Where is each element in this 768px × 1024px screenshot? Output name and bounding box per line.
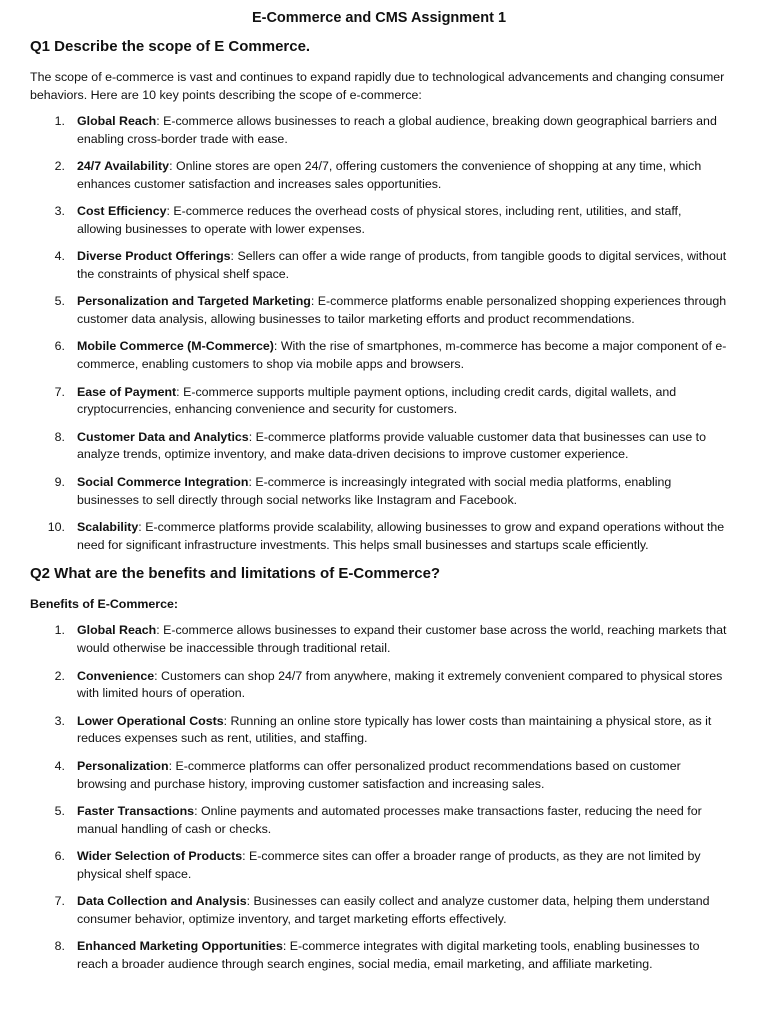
list-item-text: Online payments and automated processes make transactions faster, reducing the need for manual handling of cash or checks. xyxy=(77,803,702,836)
list-item-number: 2. xyxy=(54,159,65,174)
list-item-number: 5. xyxy=(54,803,65,818)
list-item-text: E-commerce platforms provide scalability, allowing businesses to grow and expand operations without the need for significant infrastructure investments. This helps small businesses and startups scale efficiently. xyxy=(77,519,725,552)
scope-list xyxy=(30,113,728,554)
list-item-text: E-commerce supports multiple payment options, including credit cards, digital wallets, and cryptocurrencies, enhancing convenience and security for customers. xyxy=(77,384,677,417)
list-item-term: Lower Operational Costs xyxy=(77,713,224,728)
list-item-term: Wider Selection of Products xyxy=(77,848,243,863)
list-item-text: E-commerce is increasingly integrated with social media platforms, enabling businesses to sell directly through social networks like Instagram and Facebook. xyxy=(77,474,672,507)
list-item-separator: : xyxy=(273,339,278,354)
list-item xyxy=(30,384,728,420)
list-item-term: Personalization and Targeted Marketing xyxy=(77,294,311,309)
list-item-term: Scalability xyxy=(77,519,139,534)
list-item-term: 24/7 Availability xyxy=(77,159,170,174)
list-item-number: 4. xyxy=(54,758,65,773)
list-item-term: Diverse Product Offerings xyxy=(77,249,231,264)
list-item-separator: : xyxy=(242,848,246,863)
list-item xyxy=(30,113,728,149)
list-item-number: 3. xyxy=(54,204,65,219)
question-1-section xyxy=(30,37,728,554)
list-item-text: E-commerce integrates with digital marketing tools, enabling businesses to reach a broader audience through search engines, social media, email marketing, and affiliate marketing. xyxy=(77,939,700,971)
list-item-separator: : xyxy=(248,429,253,444)
list-item-text: E-commerce platforms can offer personalized product recommendations based on customer browsing and purchase history, improving customer satisfaction and increasing sales. xyxy=(77,758,681,791)
list-item xyxy=(30,248,728,284)
list-item-term: Ease of Payment xyxy=(77,384,177,399)
list-item-separator: : xyxy=(156,114,160,128)
list-item-term: Personalization xyxy=(77,758,169,773)
list-item xyxy=(30,938,728,974)
document-title: E-Commerce and CMS Assignment 1 xyxy=(251,10,507,26)
question-2-heading: Q2 What are the benefits and limitations of E-Commerce? xyxy=(30,565,441,583)
list-item-term: Global Reach xyxy=(77,623,157,638)
question-1-intro: The scope of e-commerce is vast and continues to expand rapidly due to technological advancements and changing consumer behaviors. Here are 10 key points describing the scope of e-commerce: xyxy=(30,70,725,102)
list-item-number: 7. xyxy=(54,384,65,399)
list-item-number: 8. xyxy=(54,939,65,954)
list-item-number: 1. xyxy=(54,623,65,638)
list-item xyxy=(30,713,728,749)
list-item-number: 9. xyxy=(54,474,65,489)
list-item-term: Customer Data and Analytics xyxy=(77,429,249,444)
list-item-term: Social Commerce Integration xyxy=(77,474,249,489)
list-item-term: Global Reach xyxy=(77,114,157,128)
list-item-text: Sellers can offer a wide range of products, from tangible goods to digital services, without the constraints of physical shelf space. xyxy=(77,249,727,282)
list-item-number: 3. xyxy=(54,713,65,728)
list-item-text: E-commerce allows businesses to reach a global audience, breaking down geographical barriers and enabling cross-border trade with ease. xyxy=(77,114,717,146)
list-item-number: 8. xyxy=(54,429,65,444)
list-item-text: E-commerce allows businesses to expand their customer base across the world, reaching markets that would otherwise be inaccessible through traditional retail. xyxy=(77,623,727,656)
list-item-term: Convenience xyxy=(77,668,155,683)
list-item-number: 6. xyxy=(54,339,65,354)
list-item-term: Data Collection and Analysis xyxy=(77,894,247,908)
list-item-separator: : xyxy=(176,384,180,399)
list-item-separator: : xyxy=(310,294,315,309)
list-item-text: With the rise of smartphones, m-commerce has become a major component of e-commerce, enabling customers to shop via mobile apps and browsers. xyxy=(77,339,727,372)
list-item-text: Running an online store typically has lower costs than maintaining a physical store, as it reduces expenses such as rent, utilities, and staffing. xyxy=(77,713,712,746)
list-item xyxy=(30,622,728,658)
list-item-term: Enhanced Marketing Opportunities xyxy=(77,939,283,954)
list-item-text: E-commerce reduces the overhead costs of physical stores, including rent, utilities, and staff, allowing businesses to operate with lower expenses. xyxy=(77,204,682,236)
question-2-section xyxy=(30,564,728,973)
list-item-text: E-commerce platforms enable personalized shopping experiences through customer data analysis, allowing businesses to tailor marketing efforts and product recommendations. xyxy=(77,294,727,327)
list-item-number: 10. xyxy=(47,519,65,534)
list-item-number: 4. xyxy=(54,249,65,264)
list-item xyxy=(30,203,728,239)
list-item-number: 7. xyxy=(54,894,65,908)
list-item-text: Customers can shop 24/7 from anywhere, making it extremely convenient compared to physical stores with limited hours of operation. xyxy=(77,668,723,701)
benefits-heading: Benefits of E-Commerce: xyxy=(30,597,179,612)
list-item xyxy=(30,474,728,510)
list-item-separator: : xyxy=(223,713,228,728)
list-item-text: E-commerce sites can offer a broader range of products, as they are not limited by physical shelf space. xyxy=(77,848,701,881)
list-item-term: Cost Efficiency xyxy=(77,204,167,219)
list-item-text: Businesses can easily collect and analyze customer data, helping them understand consumer behavior, optimize inventory, and target marketing efforts effectively. xyxy=(77,894,710,926)
list-item-separator: : xyxy=(248,474,252,489)
list-item-number: 6. xyxy=(54,848,65,863)
list-item xyxy=(30,338,728,374)
list-item xyxy=(30,519,728,555)
list-item xyxy=(30,893,728,929)
list-item xyxy=(30,429,728,465)
list-item xyxy=(30,158,728,194)
list-item-separator: : xyxy=(138,519,142,534)
list-item-separator: : xyxy=(166,204,170,219)
list-item-separator: : xyxy=(156,623,160,638)
list-item xyxy=(30,758,728,794)
list-item xyxy=(30,848,728,884)
benefits-list xyxy=(30,622,728,973)
list-item-separator: : xyxy=(154,668,158,683)
list-item-separator: : xyxy=(230,249,234,264)
list-item-number: 5. xyxy=(54,294,65,309)
list-item-separator: : xyxy=(282,939,287,954)
list-item-separator: : xyxy=(246,894,251,908)
list-item-text: E-commerce platforms provide valuable customer data that businesses can use to analyze trends, optimize inventory, and make data-driven decisions to improve customer experience. xyxy=(77,429,706,462)
question-1-heading: Q1 Describe the scope of E Commerce. xyxy=(30,38,311,55)
list-item xyxy=(30,293,728,329)
list-item-separator: : xyxy=(194,803,198,818)
list-item-term: Faster Transactions xyxy=(77,803,195,818)
list-item-term: Mobile Commerce (M-Commerce) xyxy=(77,339,274,354)
list-item-number: 1. xyxy=(54,114,65,128)
list-item-separator: : xyxy=(169,159,173,174)
list-item-number: 2. xyxy=(54,668,65,683)
list-item-separator: : xyxy=(168,758,173,773)
list-item xyxy=(30,803,728,839)
list-item xyxy=(30,668,728,704)
list-item-text: Online stores are open 24/7, offering customers the convenience of shopping at any time, which enhances customer satisfaction and increases sales opportunities. xyxy=(77,159,702,191)
